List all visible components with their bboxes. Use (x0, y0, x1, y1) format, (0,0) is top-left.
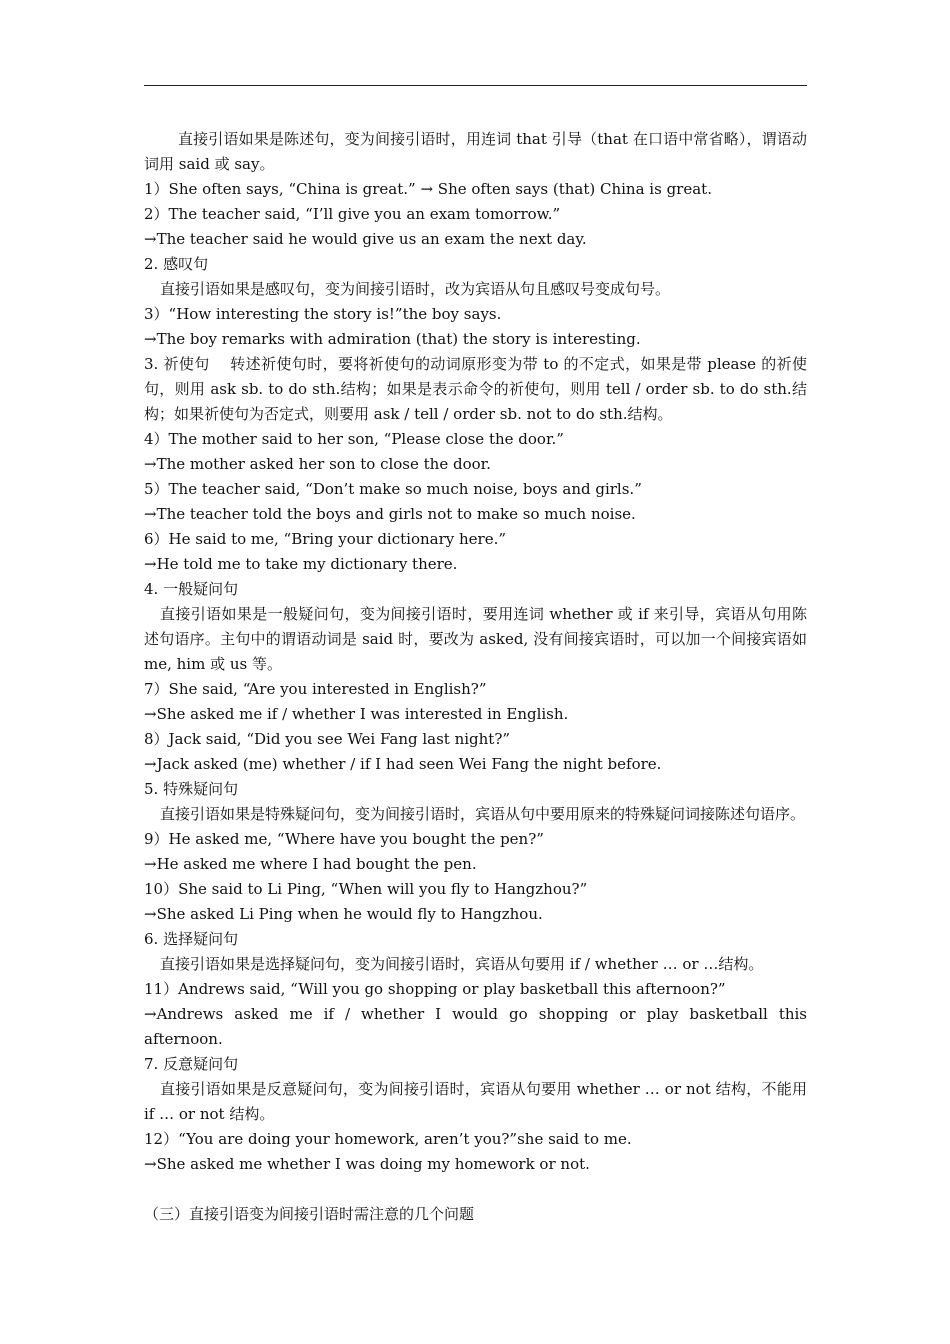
converted-sentence: →She asked Li Ping when he would fly to Hangzhou. (144, 905, 543, 923)
example-sentence: 4）The mother said to her son, “Please close the door.” (144, 430, 564, 448)
converted-sentence: →She asked me whether I was doing my homework or not. (144, 1155, 590, 1173)
section-title: （三）直接引语变为间接引语时需注意的几个问题 (144, 1205, 475, 1223)
converted-sentence: →He asked me where I had bought the pen. (144, 855, 477, 873)
example-sentence: 6）He said to me, “Bring your dictionary here.” (144, 530, 507, 548)
converted-sentence: →The mother asked her son to close the door. (144, 455, 491, 473)
paragraph: 直接引语如果是陈述句，变为间接引语时，用连词 that 引导（that 在口语中常省略），谓语动词用 said 或 say。 (144, 130, 807, 173)
converted-sentence: →The boy remarks with admiration (that) the story is interesting. (144, 330, 641, 348)
example-sentence: 2）The teacher said, “I’ll give you an exam tomorrow.” (144, 205, 561, 223)
subsection-heading: 2. 感叹句 (144, 255, 209, 273)
subsection-paragraph: 3. 祈使句 转述祈使句时，要将祈使句的动词原形变为带 to 的不定式，如果是带 please 的祈使句，则用 ask sb. to do sth.结构；如果是表示命令的祈使句，则用 tell / order sb. to do sth.结构；如果祈使句为否定式，则要用 ask / tell / order sb. not to do sth.结构。 (144, 355, 807, 423)
example-sentence: 11）Andrews said, “Will you go shopping or play basketball this afternoon?” (144, 980, 726, 998)
subsection-heading: 5. 特殊疑问句 (144, 780, 239, 798)
example-sentence: 8）Jack said, “Did you see Wei Fang last night?” (144, 730, 511, 748)
paragraph: 直接引语如果是选择疑问句，变为间接引语时，宾语从句要用 if / whether … or …结构。 (160, 955, 764, 973)
header-rule (144, 85, 807, 86)
document-body (144, 127, 807, 1227)
example-sentence: 5）The teacher said, “Don’t make so much noise, boys and girls.” (144, 480, 642, 498)
paragraph: 直接引语如果是反意疑问句，变为间接引语时，宾语从句要用 whether … or not 结构，不能用 if … or not 结构。 (144, 1080, 807, 1123)
subsection-heading: 6. 选择疑问句 (144, 930, 239, 948)
subsection-heading: 4. 一般疑问句 (144, 580, 239, 598)
converted-sentence: →The teacher said he would give us an exam the next day. (144, 230, 587, 248)
example-sentence: 3）“How interesting the story is!”the boy says. (144, 305, 502, 323)
example-sentence: 10）She said to Li Ping, “When will you fly to Hangzhou?” (144, 880, 588, 898)
converted-sentence: →He told me to take my dictionary there. (144, 555, 458, 573)
example-sentence: 7）She said, “Are you interested in English?” (144, 680, 487, 698)
paragraph: 直接引语如果是特殊疑问句，变为间接引语时，宾语从句中要用原来的特殊疑问词接陈述句语序。 (160, 805, 806, 823)
converted-sentence: →Jack asked (me) whether / if I had seen Wei Fang the night before. (144, 755, 662, 773)
example-sentence: 12）“You are doing your homework, aren’t you?”she said to me. (144, 1130, 632, 1148)
converted-sentence: →She asked me if / whether I was interested in English. (144, 705, 569, 723)
paragraph: 直接引语如果是一般疑问句，变为间接引语时，要用连词 whether 或 if 来引导，宾语从句用陈述句语序。主句中的谓语动词是 said 时，要改为 asked, 没有间接宾语时，可以加一个间接宾语如 me, him 或 us 等。 (144, 605, 807, 673)
subsection-heading: 7. 反意疑问句 (144, 1055, 239, 1073)
example-sentence: 1）She often says, “China is great.” → She often says (that) China is great. (144, 180, 712, 198)
converted-sentence: →Andrews asked me if / whether I would go shopping or play basketball this afternoon. (144, 1005, 807, 1048)
paragraph: 直接引语如果是感叹句，变为间接引语时，改为宾语从句且感叹号变成句号。 (160, 280, 671, 298)
example-sentence: 9）He asked me, “Where have you bought the pen?” (144, 830, 544, 848)
converted-sentence: →The teacher told the boys and girls not to make so much noise. (144, 505, 636, 523)
